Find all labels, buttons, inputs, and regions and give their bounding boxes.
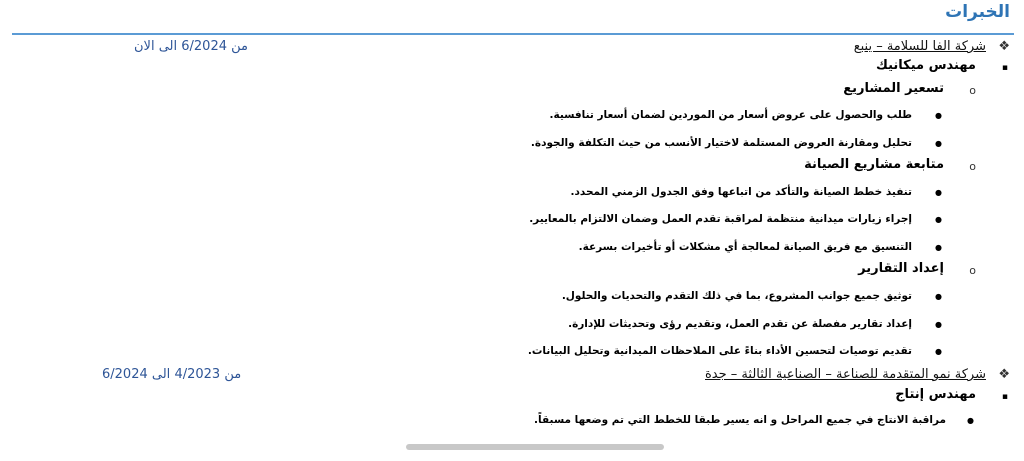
task-text: توثيق جميع جوانب المشروع، بما في ذلك التقدم والتحديات والحلول. — [561, 290, 912, 302]
employment-date: من 4/2023 الى 6/2024 — [102, 367, 242, 382]
circle-bullet-icon: o — [969, 160, 976, 173]
task-group-title: متابعة مشاريع الصيانة — [804, 157, 944, 172]
square-bullet-icon: ▪ — [1001, 392, 1008, 402]
task-group-heading — [0, 261, 1024, 281]
task-item — [0, 106, 1024, 126]
task-text: تقديم توصيات لتحسين الأداء بناءً على الملاحظات الميدانية وتحليل البيانات. — [527, 345, 912, 357]
dot-bullet-icon: ● — [935, 111, 942, 120]
task-group-heading — [0, 81, 1024, 101]
dot-bullet-icon: ● — [935, 139, 942, 148]
task-text: مراقبة الانتاج في جميع المراحل و انه يسير طبقا للخطط التي تم وضعها مسبقاً. — [534, 414, 946, 426]
role-title: مهندس إنتاج — [895, 387, 976, 402]
role-title: مهندس ميكانيك — [875, 58, 976, 73]
task-group-title: إعداد التقارير — [858, 261, 944, 276]
diamond-bullet-icon: ❖ — [998, 39, 1010, 54]
task-item — [0, 315, 1024, 335]
task-text: طلب والحصول على عروض أسعار من الموردين لضمان أسعار تنافسية. — [549, 109, 912, 121]
dot-bullet-icon: ● — [935, 320, 942, 329]
employment-date: من 6/2024 الى الان — [134, 39, 248, 54]
task-item — [0, 342, 1024, 362]
job-role — [0, 387, 1024, 407]
dot-bullet-icon: ● — [935, 243, 942, 252]
task-group-title: تسعير المشاريع — [843, 81, 944, 96]
task-item — [0, 134, 1024, 154]
company-heading — [0, 39, 1024, 59]
task-text: تنفيذ خطط الصيانة والتأكد من اتباعها وفق الجدول الزمني المحدد. — [570, 186, 912, 198]
job-role — [0, 58, 1024, 78]
task-item — [0, 287, 1024, 307]
task-item — [0, 183, 1024, 203]
horizontal-scrollbar[interactable] — [406, 444, 664, 450]
task-item — [0, 238, 1024, 258]
dot-bullet-icon: ● — [935, 188, 942, 197]
section-rule — [12, 33, 1014, 35]
task-item — [0, 411, 1024, 431]
square-bullet-icon: ▪ — [1001, 63, 1008, 73]
circle-bullet-icon: o — [969, 84, 976, 97]
task-text: تحليل ومقارنة العروض المستلمة لاختيار الأنسب من حيث التكلفة والجودة. — [530, 137, 912, 149]
task-text: إعداد تقارير مفصلة عن تقدم العمل، وتقديم رؤى وتحديثات للإدارة. — [568, 318, 912, 330]
dot-bullet-icon: ● — [935, 292, 942, 301]
dot-bullet-icon: ● — [935, 347, 942, 356]
section-title: الخبرات — [945, 2, 1010, 22]
dot-bullet-icon: ● — [935, 215, 942, 224]
circle-bullet-icon: o — [969, 264, 976, 277]
task-item — [0, 210, 1024, 230]
task-text: إجراء زيارات ميدانية منتظمة لمراقبة تقدم العمل وضمان الالتزام بالمعايير. — [529, 213, 912, 225]
company-name: شركة الفا للسلامة – ينبع — [853, 39, 986, 54]
company-heading — [0, 367, 1024, 387]
task-text: التنسيق مع فريق الصيانة لمعالجة أي مشكلات أو تأخيرات بسرعة. — [578, 241, 912, 253]
diamond-bullet-icon: ❖ — [998, 367, 1010, 382]
company-name: شركة نمو المتقدمة للصناعة – الصناعية الثالثة – جدة — [705, 367, 986, 382]
task-group-heading — [0, 157, 1024, 177]
dot-bullet-icon: ● — [967, 416, 974, 425]
